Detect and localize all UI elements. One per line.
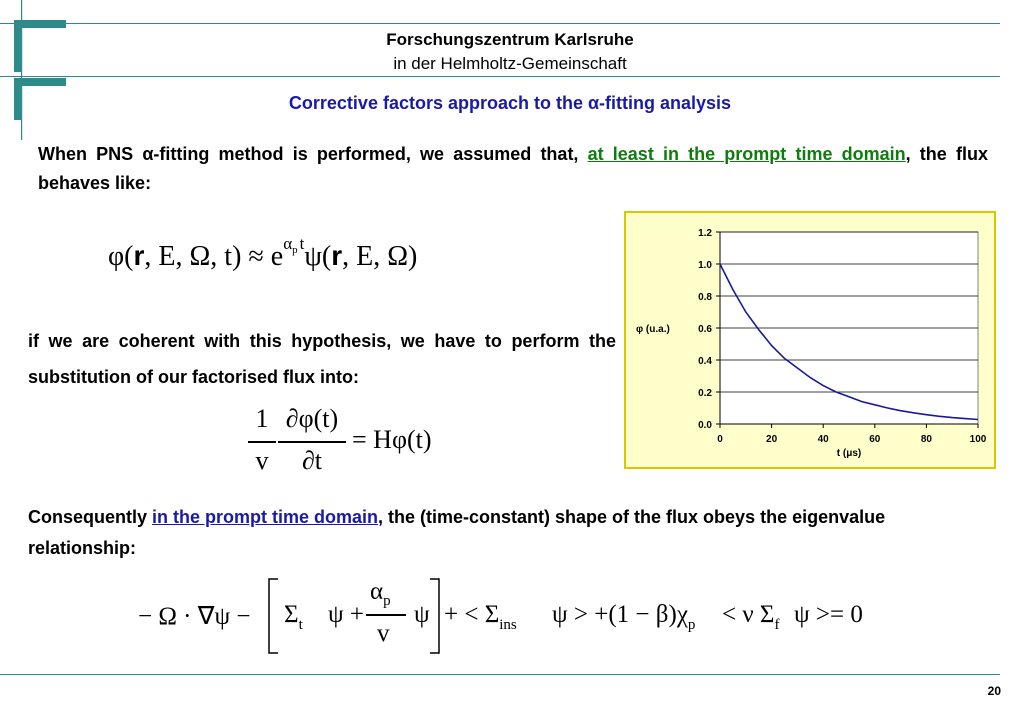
time-derivative-equation: 1 v ∂φ(t) ∂t = Hφ(t) bbox=[240, 404, 470, 486]
page-number: 20 bbox=[987, 684, 1001, 698]
x-tick-label: 80 bbox=[920, 434, 932, 445]
y-tick-label: 0.8 bbox=[698, 292, 712, 303]
x-axis-label: t (μs) bbox=[836, 448, 862, 459]
y-tick-label: 0.4 bbox=[698, 356, 712, 367]
footer-line bbox=[0, 674, 1000, 675]
y-tick-label: 0.2 bbox=[698, 388, 712, 399]
left-bracket bbox=[266, 578, 280, 654]
flux-decay-chart bbox=[624, 211, 996, 469]
y-tick-label: 1.2 bbox=[698, 228, 712, 239]
prompt-time-domain-link[interactable]: at least in the prompt time domain bbox=[587, 144, 906, 164]
institution-subtitle: in der Helmholtz-Gemeinschaft bbox=[393, 54, 627, 73]
y-tick-label: 0.6 bbox=[698, 324, 712, 335]
paragraph-eigenvalue: Consequently in the prompt time domain, the (time-constant) shape of the flux obeys the eigenvalue relationship: bbox=[28, 507, 886, 558]
x-tick-label: 60 bbox=[869, 434, 881, 445]
eigenvalue-equation: − Ω · ∇ψ − $\Sigma_t$ ψ + $\alpha_p$ v ψ + < $\Sigma_{ins}$ $\psi > +(1 - \beta)\chi_p$ < ν $\Sigma_f$ ψ >= 0 bbox=[138, 576, 898, 658]
header-line-top bbox=[0, 23, 1000, 24]
x-tick-label: 100 bbox=[969, 434, 987, 445]
flux-factorisation-equation: φ(r, E, Ω, $t) \approx e^{\alpha_p t}\psi(r$, E, Ω) bbox=[108, 234, 418, 272]
x-tick-label: 20 bbox=[766, 434, 778, 445]
slide-title: Corrective factors approach to the α-fitting analysis bbox=[288, 93, 732, 113]
paragraph-intro bbox=[38, 140, 988, 198]
right-bracket bbox=[428, 578, 442, 654]
chart-canvas bbox=[626, 213, 994, 467]
x-tick-label: 0 bbox=[717, 434, 723, 445]
institution-name: Forschungszentrum Karlsruhe bbox=[386, 30, 634, 49]
y-tick-label: 1.0 bbox=[698, 260, 712, 271]
para1-post: , the flux behaves like: bbox=[38, 144, 988, 193]
y-axis-label: φ (u.a.) bbox=[636, 324, 670, 335]
prompt-time-domain-link-2[interactable]: in the prompt time domain bbox=[152, 507, 379, 527]
para1-pre: When PNS α-fitting method is performed, we assumed that, bbox=[38, 144, 588, 164]
fzk-logo bbox=[0, 0, 80, 140]
y-tick-label: 0.0 bbox=[698, 420, 712, 431]
header-line-bottom bbox=[0, 76, 1000, 77]
paragraph-hypothesis: if we are coherent with this hypothesis, we have to perform the substitution of our factorised flux into: bbox=[28, 331, 616, 387]
x-tick-label: 40 bbox=[817, 434, 829, 445]
bold-r: r bbox=[133, 240, 145, 271]
